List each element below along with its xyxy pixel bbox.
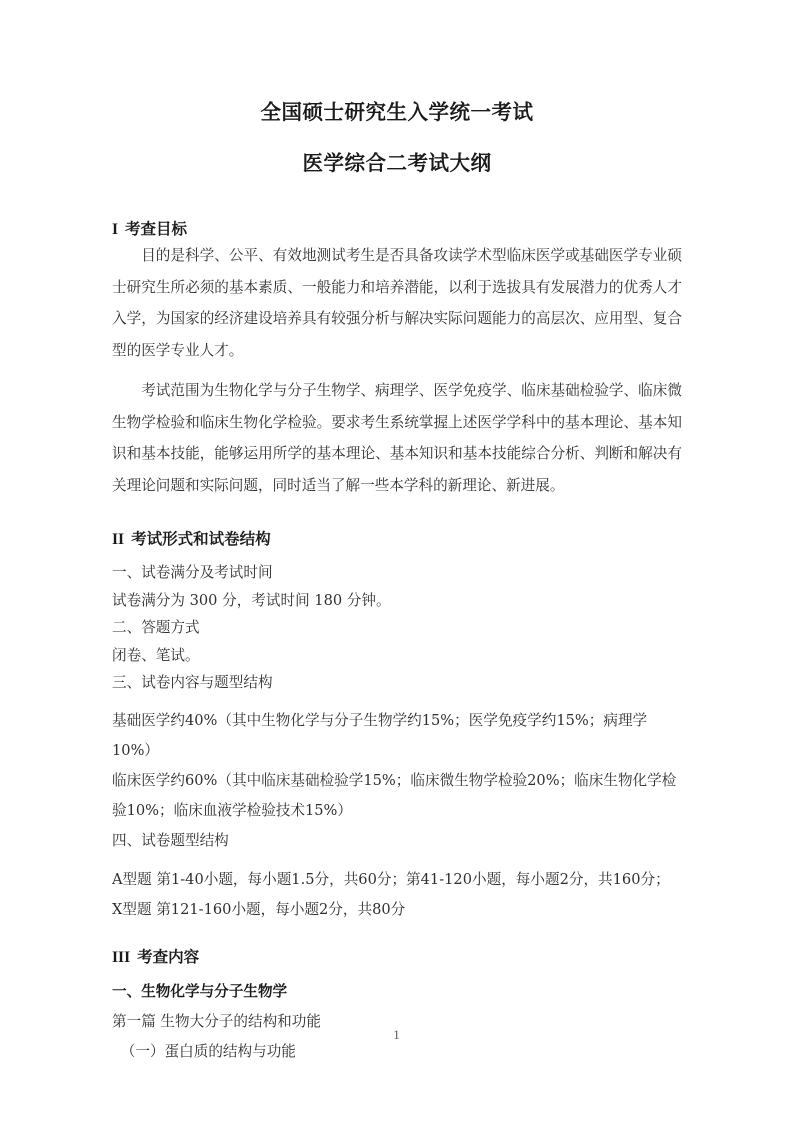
objectives-paragraph-2: 考试范围为生物化学与分子生物学、病理学、医学免疫学、临床基础检验学、临床微生物学检验和临床生物化学检验。要求考生系统掌握上述医学学科中的基本理论、基本知识和基本技能，能够运用所学的基本理论、基本知识和基本技能综合分析、判断和解决有关理论问题和实际问题，同时适当了解一些本学科的新理论、新进展。 <box>112 382 682 494</box>
page-number: 1 <box>393 1028 400 1042</box>
spacer <box>112 501 682 529</box>
content-part-1: 第一篇 生物大分子的结构和功能 <box>112 1013 321 1031</box>
content-subject-1: 一、生物化学与分子生物学 <box>112 983 288 1001</box>
section-heading-content <box>112 947 682 968</box>
format-item-4-label: 四、试卷题型结构 <box>112 831 229 849</box>
spacer <box>112 856 682 865</box>
format-item-3-text-2: 临床医学约60%（其中临床基础检验学15%；临床微生物学检验20%；临床生物化学检验10%；临床血液学检验技术15%） <box>112 771 677 819</box>
format-item-2-label: 二、答题方式 <box>112 619 200 637</box>
spacer <box>112 697 682 706</box>
format-item-2-text: 闭卷、笔试。 <box>112 646 200 664</box>
section-heading-label: 考试形式和试卷结构 <box>131 529 271 549</box>
format-item-4-text-1: A型题 第1-40小题，每小题1.5分，共60分；第41-120小题，每小题2分，共160分； <box>112 870 670 888</box>
section-heading-objectives <box>112 219 682 240</box>
section-numeral: I <box>112 221 119 239</box>
spacer <box>112 366 682 375</box>
section-numeral: III <box>112 948 131 966</box>
document-title-line-1: 全国硕士研究生入学统一考试 <box>260 100 534 124</box>
section-heading-format <box>112 529 682 550</box>
objectives-paragraph-1: 目的是科学、公平、有效地测试考生是否具备攻读学术型临床医学或基础医学专业硕士研究生所必须的基本素质、一般能力和培养潜能，以利于选拔具有发展潜力的优秀人才入学，为国家的经济建设培养具有较强分析与解决实际问题能力的高层次、应用型、复合型的医学专业人才。 <box>112 247 682 359</box>
format-item-3-label: 三、试卷内容与题型结构 <box>112 674 273 692</box>
document-body <box>112 0 682 1067</box>
section-numeral: II <box>112 531 125 549</box>
format-item-1-label: 一、试卷满分及考试时间 <box>112 564 273 582</box>
spacer <box>112 175 682 203</box>
section-heading-label: 考查目标 <box>125 219 188 239</box>
document-title-line-2: 医学综合二考试大纲 <box>302 150 492 175</box>
format-item-1-text: 试卷满分为 300 分，考试时间 180 分钟。 <box>112 591 391 609</box>
spacer <box>112 550 682 559</box>
spacer <box>112 203 682 219</box>
spacer <box>112 968 682 977</box>
format-item-4-text-2: X型题 第121-160小题，每小题2分，共80分 <box>112 900 406 918</box>
content-chapter-1: （一）蛋白质的结构与功能 <box>120 1043 296 1061</box>
section-heading-label: 考查内容 <box>137 946 200 966</box>
spacer <box>112 925 682 947</box>
format-item-3-text-1: 基础医学约40%（其中生物化学与分子生物学约15%；医学免疫学约15%；病理学10%） <box>112 711 648 759</box>
